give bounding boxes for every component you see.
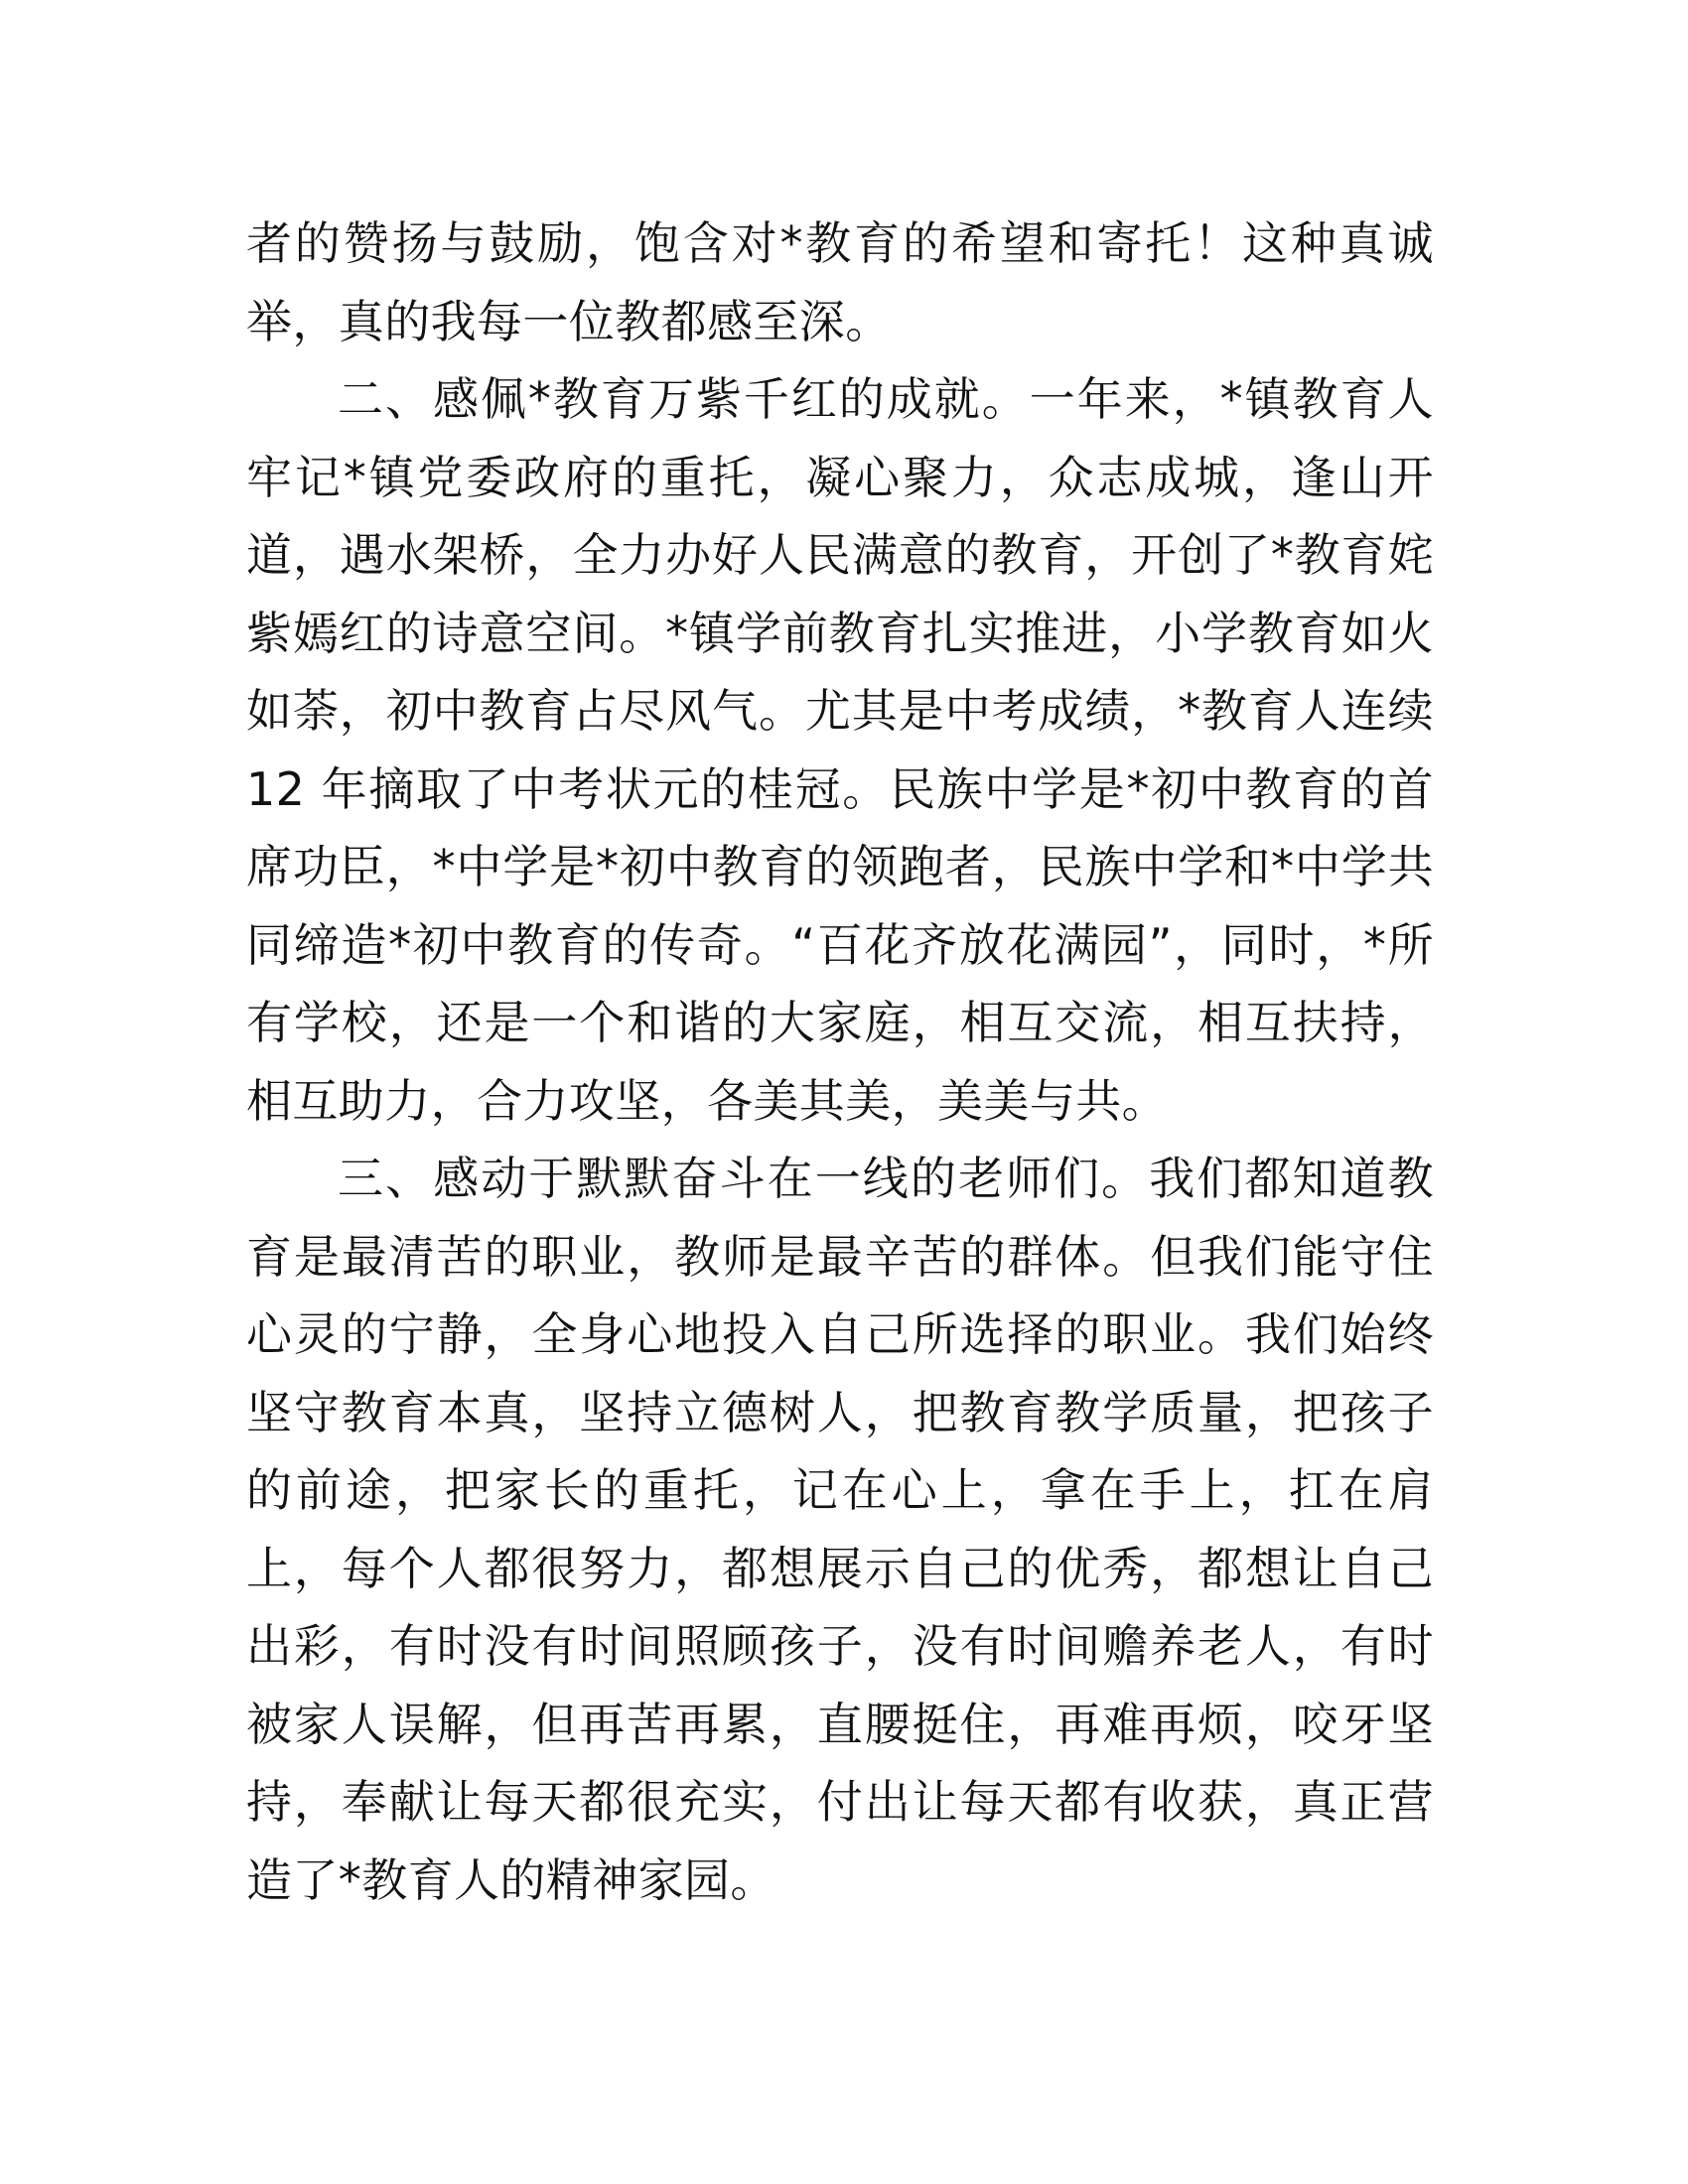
text-line: 二、感佩*教育万紫千红的成就。一年来，*镇教育人牢记 [246,372,1434,504]
text-line: 考状元的桂冠。民族中学是*初中教育的首席功臣，*中学是* [246,761,1434,893]
text-line: 架桥，全力办好人民满意的教育，开创了*教育姹紫嫣红的诗 [246,528,1434,660]
text-line: *镇党委政府的重托，凝心聚力，众志成城，逢山开道，遇水 [246,450,1434,582]
text-line: 育占尽风气。尤其是中考成绩，*教育人连续 12 年摘取了中 [246,684,1435,816]
paragraph-3 [246,1140,1434,1919]
text-line: 子，没有时间赡养老人，有时被家人误解，但再苦再累，直腰 [246,1619,1434,1751]
text-line: 意空间。*镇学前教育扎实推进，小学教育如火如荼，初中教 [246,606,1435,738]
text-line: 挺住，再难再烦，咬牙坚持，奉献让每天都很充实，付出让每 [246,1697,1434,1829]
text-line: 最清苦的职业，教师是最辛苦的群体。但我们能守住心灵的宁 [246,1229,1434,1361]
text-line: 天都有收获，真正营造了*教育人的精神家园。 [246,1775,1434,1907]
text-line: 真，坚持立德树人，把教育教学质量，把孩子的前途，把家长 [246,1385,1434,1517]
paragraph-2 [246,360,1434,1140]
text-line: 奇。“百花齐放花满园”，同时，*所有学校，还是一个和谐的 [246,917,1435,1049]
text-line: 静，全身心地投入自己所选择的职业。我们始终坚守教育本 [246,1307,1434,1439]
paragraph-1 [246,205,1434,360]
text-line: 者的赞扬与鼓励，饱含对*教育的希望和寄托！这种真诚举 [246,216,1434,348]
text-line: 大家庭，相互交流，相互扶持，相互助力，合力攻坚，各美其 [246,996,1434,1128]
text-line: 初中教育的领跑者，民族中学和*中学共同缔造*初中教育的传 [246,840,1434,972]
text-line: 的重托，记在心上，拿在手上，扛在肩上，每个人都很努力， [246,1463,1434,1595]
body-text [246,205,1434,1919]
text-line: 美，美美与共。 [845,1073,1169,1128]
text-line: 三、感动于默默奋斗在一线的老师们。我们都知道教育是 [246,1152,1434,1284]
text-line: 都想展示自己的优秀，都想让自己出彩，有时没有时间照顾孩 [246,1541,1434,1673]
text-line: ，真的我每一位教都感至深。 [292,294,892,348]
